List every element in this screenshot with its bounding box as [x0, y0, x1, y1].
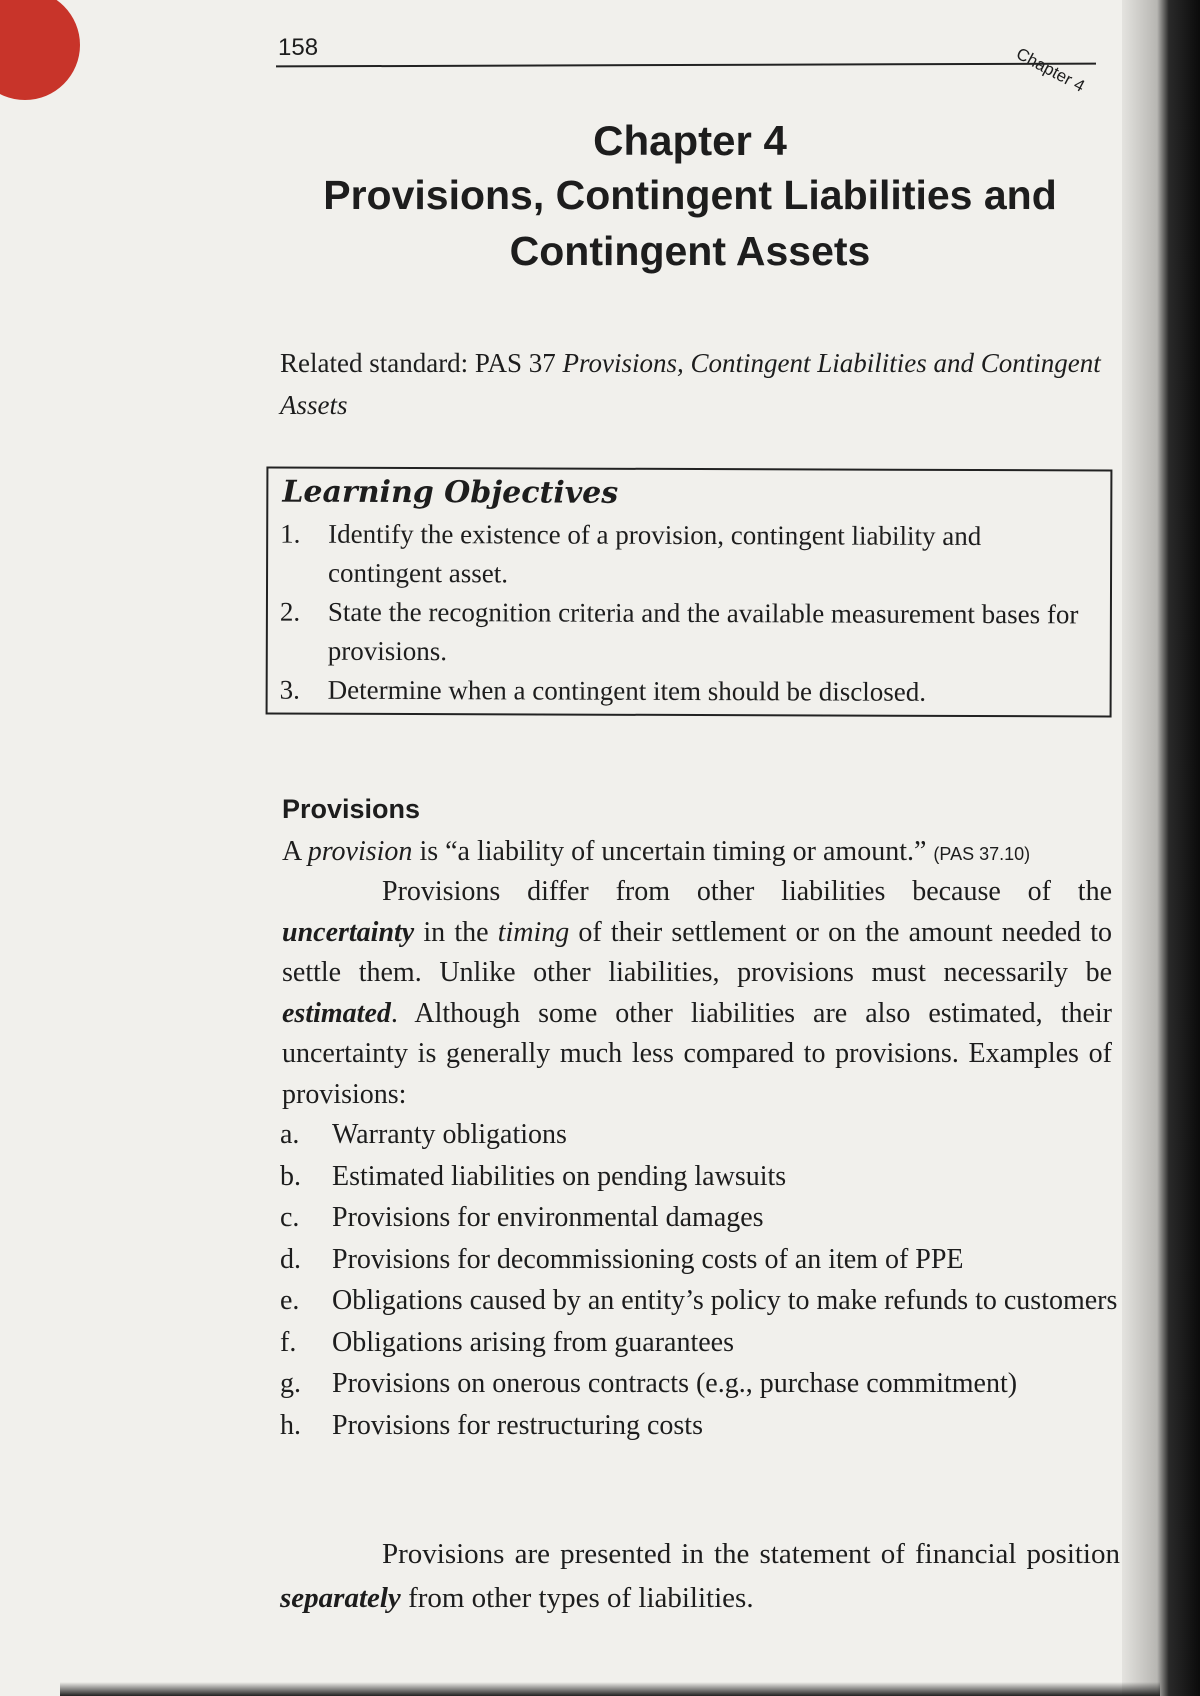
related-standard-label: Related standard: PAS 37	[280, 348, 563, 378]
example-text: Obligations caused by an entity’s policy to make refunds to customers	[332, 1285, 1118, 1316]
objective-number: 2.	[279, 596, 301, 627]
objective-text: Determine when a contingent item should be disclosed.	[327, 674, 927, 707]
list-item	[280, 1363, 1120, 1405]
list-item	[280, 671, 1100, 713]
provision-definition	[282, 832, 1122, 874]
example-letter: b.	[280, 1160, 301, 1192]
definition-reference: (PAS 37.10)	[933, 844, 1031, 864]
emphasis-estimated: estimated	[282, 997, 391, 1029]
example-letter: f.	[280, 1326, 297, 1358]
para-text: . Although some other liabilities are also estimated, their uncertainty is generally much less compared to provisions. Examples of provisions:	[282, 997, 1112, 1110]
list-item	[280, 515, 1100, 596]
example-letter: h.	[280, 1409, 301, 1441]
example-text: Obligations arising from guarantees	[332, 1326, 735, 1358]
learning-objectives-box	[266, 467, 1113, 718]
definition-term: provision	[307, 836, 413, 867]
list-item	[280, 1322, 1120, 1364]
example-text: Warranty obligations	[332, 1119, 567, 1150]
related-standard	[280, 342, 1120, 426]
chapter-label: Chapter 4	[593, 117, 787, 164]
list-item	[280, 1405, 1120, 1447]
example-letter: d.	[280, 1243, 301, 1275]
para-text: from other types of liabilities.	[400, 1582, 754, 1614]
para-text: in the	[414, 916, 498, 948]
page-number: 158	[278, 34, 319, 61]
example-text: Provisions for decommissioning costs of an item of PPE	[332, 1243, 964, 1275]
definition-lead: A	[282, 836, 308, 867]
chapter-title: Provisions, Contingent Liabilities and Contingent Assets	[323, 172, 1057, 274]
definition-text: is “a liability of uncertain timing or amount.”	[412, 836, 934, 867]
para-text: of their settlement or on the amount needed to settle them. Unlike other liabilities, provisions must necessarily be	[282, 916, 1112, 988]
objective-text: Identify the existence of a provision, contingent liability and contingent asset.	[328, 518, 982, 589]
provisions-paragraph	[282, 872, 1112, 1115]
header-rule	[276, 63, 1096, 68]
emphasis-separately: separately	[280, 1582, 401, 1614]
list-item	[280, 1197, 1120, 1239]
example-text: Provisions for restructuring costs	[332, 1409, 703, 1441]
list-item	[280, 593, 1100, 674]
example-letter: g.	[280, 1368, 301, 1399]
example-text: Estimated liabilities on pending lawsuits	[332, 1160, 787, 1192]
example-letter: a.	[280, 1119, 300, 1150]
running-head: Chapter 4	[1013, 44, 1088, 96]
chapter-title-block	[290, 115, 1090, 279]
learning-objectives-title: Learning Objectives	[282, 474, 619, 511]
objective-number: 1.	[280, 518, 301, 549]
emphasis-timing: timing	[497, 916, 570, 948]
para-text: Provisions are presented in the statement of financial position	[382, 1538, 1120, 1570]
page-edge-mark	[0, 0, 80, 100]
example-text: Provisions on onerous contracts (e.g., purchase commitment)	[332, 1368, 1018, 1399]
example-text: Provisions for environmental damages	[332, 1202, 764, 1233]
book-spine-shadow	[1122, 0, 1200, 1696]
closing-paragraph	[280, 1532, 1120, 1620]
page-bottom-edge	[60, 1682, 1160, 1696]
provision-examples-list	[280, 1114, 1120, 1446]
example-letter: c.	[280, 1202, 300, 1233]
emphasis-uncertainty: uncertainty	[282, 916, 415, 948]
learning-objectives-list	[280, 515, 1101, 713]
list-item	[280, 1280, 1120, 1322]
related-standard-title: Provisions, Contingent Liabilities and Contingent Assets	[280, 348, 1101, 420]
objective-text: State the recognition criteria and the available measurement bases for provisions.	[327, 596, 1079, 667]
objective-number: 3.	[279, 674, 300, 705]
list-item	[280, 1239, 1120, 1281]
list-item	[280, 1156, 1120, 1198]
example-letter: e.	[280, 1285, 300, 1316]
list-item	[280, 1114, 1120, 1156]
section-heading-provisions: Provisions	[282, 794, 421, 824]
para-text: Provisions differ from other liabilities because of the	[382, 876, 1112, 907]
